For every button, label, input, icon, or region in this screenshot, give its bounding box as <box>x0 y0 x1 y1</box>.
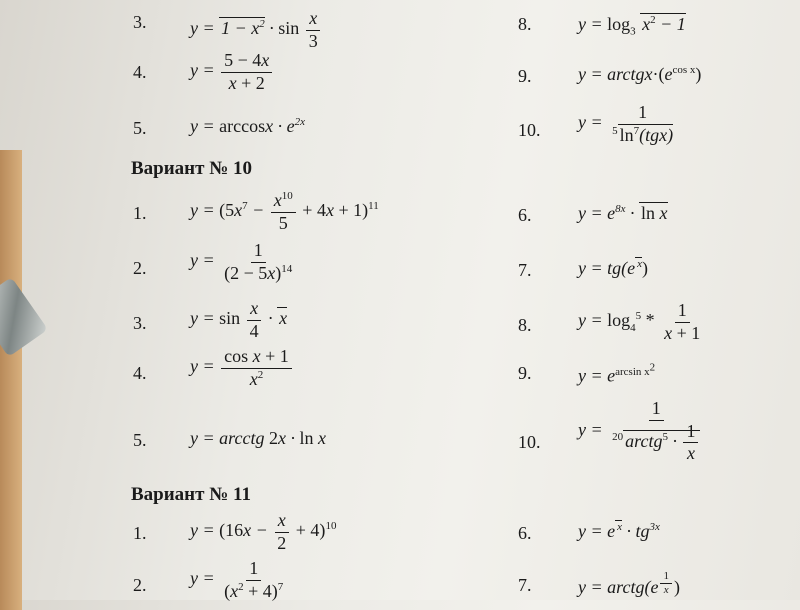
equation: y = arctg(e $^{\frac{1}{x}}$ ) <box>578 570 680 598</box>
equation: y = sin $\frac{x}{4}$ · x <box>190 298 288 341</box>
variant-heading: Вариант № 11 <box>131 484 252 505</box>
equation: $y = 1 - x^2 \cdot \sin$ $\frac{x}{3}$ <box>190 8 323 52</box>
item-number: 3. <box>133 313 147 333</box>
item-number: 2. <box>133 575 147 595</box>
item-number: 4. <box>133 62 147 82</box>
item-number: 10. <box>518 120 541 140</box>
pencil-object <box>0 277 48 357</box>
equation: $y = \log_3 x^2 - 1$ <box>578 14 686 38</box>
item-number: 5. <box>133 118 147 138</box>
equation: y = $\frac{1}{^5 \ln^7(tgx)}$ <box>578 102 674 145</box>
equation: $y = (5x^7$ − $\frac{x^{10}}{5}$ + 4x + 1)$^{11}$ <box>190 190 379 233</box>
equation: y = $\frac{\text{cos x + 1}}{x^2}$ <box>190 346 294 390</box>
item-number: 6. <box>518 205 532 225</box>
item-number: 1. <box>133 203 147 223</box>
equation: $y = \arccos x \cdot e^{2x}$ <box>190 116 305 136</box>
desk-edge <box>0 150 22 610</box>
item-number: 3. <box>133 12 147 32</box>
item-number: 2. <box>133 258 147 278</box>
equation: y = arcctg 2x · ln x <box>190 428 326 448</box>
item-number: 7. <box>518 260 532 280</box>
equation: $y = \log_4^5$ * $\frac{1}{x + 1}$ <box>578 300 701 343</box>
equation: y = tg(e $^x$) <box>578 258 649 278</box>
item-number: 9. <box>518 363 532 383</box>
item-number: 10. <box>518 432 541 452</box>
equation: $y = e^{arcsin x^2}$ <box>578 361 656 386</box>
item-number: 9. <box>518 66 532 86</box>
item-number: 1. <box>133 523 147 543</box>
equation: $y = e^{8x} \cdot \ln x$ <box>578 203 668 223</box>
item-number: 8. <box>518 315 532 335</box>
equation: $y = arctgx\cdot(e^{cos x})$ <box>578 64 702 84</box>
equation: y = e $^x \cdot tg^{3x}$ <box>578 521 660 541</box>
item-number: 6. <box>518 523 532 543</box>
equation: y = $\frac{1}{(2 - 5x)^{14}}$ <box>190 240 293 283</box>
equation: y = $\frac{5 - 4x}{x + 2}$ <box>190 50 274 94</box>
variant-heading: Вариант № 10 <box>131 158 253 179</box>
item-number: 7. <box>518 575 532 595</box>
equation: y = 1 $^{20}$ arctg$^5$ · $\frac{1}{x}$ <box>578 398 705 465</box>
item-number: 4. <box>133 363 147 383</box>
item-number: 8. <box>518 14 532 34</box>
equation: y = $\frac{1}{(x^2 + 4)^7}$ <box>190 558 284 601</box>
item-number: 5. <box>133 430 147 450</box>
equation: y = (16x − $\frac{x}{2}$ + 4)$^{10}$ <box>190 510 337 553</box>
